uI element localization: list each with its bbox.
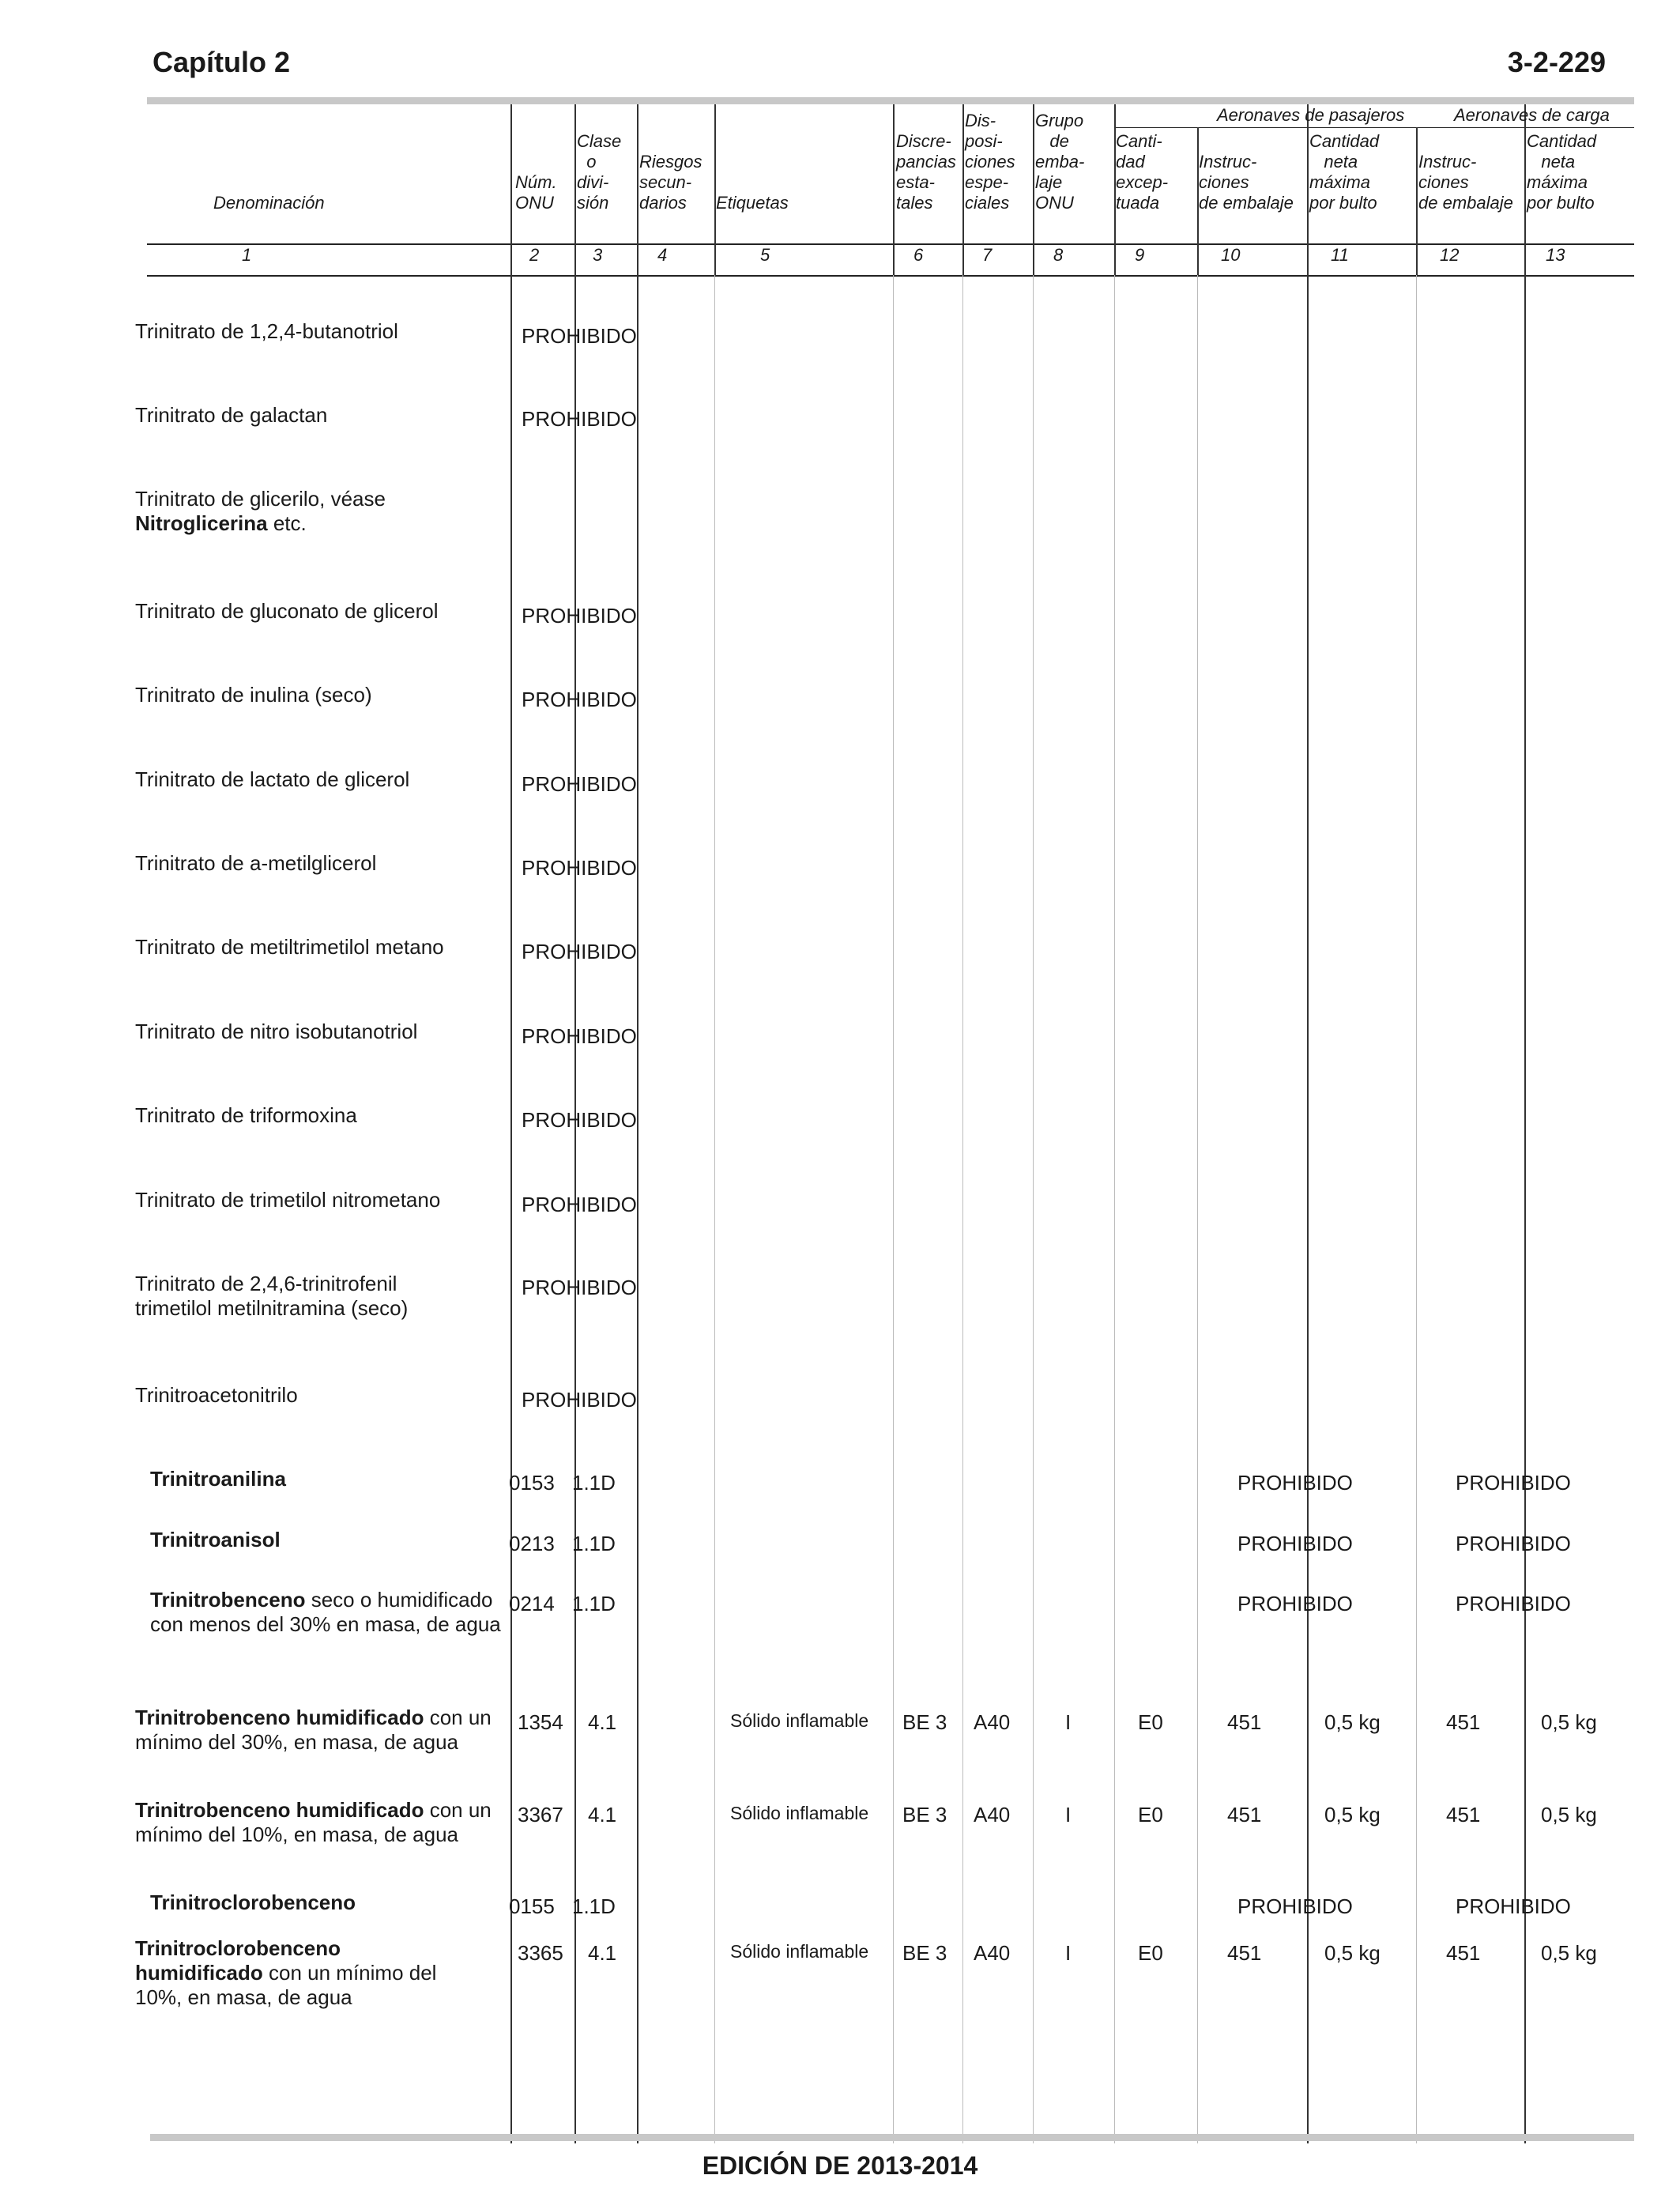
class-division: 1.1D: [572, 1592, 616, 1615]
substance-name-suffix: con un mínimo del 10%, en masa, de agua: [135, 1961, 437, 2009]
packing-group: I: [1065, 1941, 1072, 1965]
state-variation: BE 3: [902, 1710, 947, 1734]
hazard-label: Sólido inflamable: [730, 1710, 869, 1731]
col-divider: [714, 275, 715, 2143]
table-row: [135, 851, 507, 876]
state-variation: BE 3: [902, 1803, 947, 1826]
table-row: [150, 1467, 522, 1491]
prohibited-text: PROHIBIDO: [522, 407, 637, 431]
prohibited-text: PROHIBIDO: [522, 1024, 637, 1048]
un-number: 3367: [518, 1803, 563, 1826]
prohibited-text: PROHIBIDO: [522, 772, 637, 796]
packing-group: I: [1065, 1710, 1072, 1734]
cargo-prohibited: PROHIBIDO: [1456, 1471, 1571, 1495]
prohibited-text: PROHIBIDO: [522, 324, 637, 348]
substance-name-bold: Trinitroanilina: [150, 1467, 286, 1491]
excepted-quantity: E0: [1138, 1803, 1163, 1826]
cargo-max-quantity: 0,5 kg: [1541, 1710, 1597, 1734]
un-number: 0213: [509, 1532, 555, 1555]
substance-name-bold: Trinitrobenceno humidificado: [135, 1798, 424, 1822]
special-provision: A40: [974, 1710, 1011, 1734]
col-divider: [510, 104, 512, 2143]
substance-name: Trinitrato de gluconato de glicerol: [135, 599, 439, 623]
col-number: 7: [982, 245, 993, 265]
packing-group: I: [1065, 1803, 1072, 1826]
class-division: 4.1: [588, 1803, 617, 1826]
substance-name-suffix: seco o humidificado con menos del 30% en masa, de agua: [150, 1588, 501, 1636]
class-division: 1.1D: [572, 1532, 616, 1555]
class-division: 4.1: [588, 1710, 617, 1734]
col-header-labels: Etiquetas: [716, 193, 789, 213]
cargo-prohibited: PROHIBIDO: [1456, 1532, 1571, 1555]
substance-name: Trinitrato de glicerilo, véase: [135, 487, 386, 511]
col-number: 8: [1053, 245, 1064, 265]
table-row: [135, 1383, 507, 1408]
header-bottom-rule: [147, 243, 1634, 245]
un-number: 3365: [518, 1941, 563, 1965]
col-divider: [962, 104, 964, 276]
class-division: 1.1D: [572, 1471, 616, 1495]
pax-packing-instruction: 451: [1227, 1710, 1262, 1734]
excepted-quantity: E0: [1138, 1710, 1163, 1734]
substance-name: Trinitroacetonitrilo: [135, 1383, 298, 1407]
table-row: [135, 319, 507, 344]
table-row: [135, 1188, 507, 1212]
col-header-name: Denominación: [213, 193, 325, 213]
number-row-rule: [147, 275, 1634, 277]
col-divider: [1033, 104, 1034, 276]
table-row: [150, 1528, 522, 1552]
cargo-prohibited: PROHIBIDO: [1456, 1592, 1571, 1615]
table-row: [135, 599, 507, 624]
prohibited-text: PROHIBIDO: [522, 1193, 637, 1216]
cargo-max-quantity: 0,5 kg: [1541, 1803, 1597, 1826]
pax-prohibited: PROHIBIDO: [1237, 1894, 1353, 1918]
prohibited-text: PROHIBIDO: [522, 1388, 637, 1412]
col-divider: [1307, 104, 1309, 2143]
table-row: [135, 1706, 507, 1755]
table-row: [150, 1891, 522, 1915]
substance-name-bold: Trinitrobenceno humidificado: [135, 1706, 424, 1729]
col-header-packing-group: Grupo de emba- laje ONU: [1035, 111, 1085, 213]
table-row: [135, 487, 483, 536]
col-divider: [1197, 275, 1198, 2143]
pax-aircraft-header: Aeronaves de pasajeros: [1217, 105, 1405, 125]
pax-max-quantity: 0,5 kg: [1324, 1803, 1381, 1826]
hazard-label: Sólido inflamable: [730, 1941, 869, 1962]
substance-name: Trinitrato de nitro isobutanotriol: [135, 1020, 418, 1043]
substance-name-bold: Trinitroclorobenceno humidificado: [135, 1936, 341, 1985]
un-number: 1354: [518, 1710, 563, 1734]
hazard-label: Sólido inflamable: [730, 1803, 869, 1823]
prohibited-text: PROHIBIDO: [522, 1276, 637, 1299]
substance-name: Trinitrato de metiltrimetilol metano: [135, 935, 444, 959]
col-divider: [1416, 127, 1418, 276]
substance-name-bold: Trinitroanisol: [150, 1528, 281, 1551]
cargo-packing-instruction: 451: [1446, 1941, 1481, 1965]
table-row: [135, 1020, 507, 1044]
special-provision: A40: [974, 1941, 1011, 1965]
un-number: 0214: [509, 1592, 555, 1615]
header-sub-rule: [1114, 127, 1634, 128]
col-divider: [1114, 275, 1115, 2143]
state-variation: BE 3: [902, 1941, 947, 1965]
col-header-cargo-qty: Cantidad neta máxima por bulto: [1527, 131, 1597, 213]
col-number: 1: [242, 245, 252, 265]
col-divider: [1524, 104, 1526, 2143]
class-division: 1.1D: [572, 1894, 616, 1918]
table-row: [135, 1936, 467, 2010]
table-row: [135, 683, 507, 707]
substance-name: Trinitrato de triformoxina: [135, 1103, 357, 1127]
pax-prohibited: PROHIBIDO: [1237, 1532, 1353, 1555]
table-row: [135, 1272, 451, 1321]
edition-footer: EDICIÓN DE 2013-2014: [702, 2151, 978, 2180]
substance-name-suffix: con un mínimo del 30%, en masa, de agua: [135, 1706, 492, 1754]
prohibited-text: PROHIBIDO: [522, 856, 637, 880]
substance-name: Trinitrato de 2,4,6-trinitrofenil trimetilol metilnitramina (seco): [135, 1272, 409, 1320]
pax-prohibited: PROHIBIDO: [1237, 1471, 1353, 1495]
col-number: 5: [760, 245, 770, 265]
chapter-title: Capítulo 2: [153, 46, 291, 78]
col-divider: [1033, 275, 1034, 2143]
prohibited-text: PROHIBIDO: [522, 1108, 637, 1132]
col-header-un: Núm. ONU: [515, 172, 557, 213]
col-number: 6: [913, 245, 924, 265]
prohibited-text: PROHIBIDO: [522, 604, 637, 628]
col-divider: [893, 104, 895, 276]
bottom-rule: [150, 2134, 1634, 2141]
class-division: 4.1: [588, 1941, 617, 1965]
col-header-subrisks: Riesgos secun- darios: [639, 152, 703, 213]
substance-name-suffix: con un mínimo del 10%, en masa, de agua: [135, 1798, 492, 1846]
pax-max-quantity: 0,5 kg: [1324, 1710, 1381, 1734]
special-provision: A40: [974, 1803, 1011, 1826]
un-number: 0155: [509, 1894, 555, 1918]
substance-name: Trinitrato de inulina (seco): [135, 683, 372, 707]
substance-name-bold: Nitroglicerina: [135, 511, 268, 535]
table-row: [135, 767, 507, 792]
substance-name-bold: Trinitrobenceno: [150, 1588, 306, 1612]
substance-name: Trinitrato de lactato de glicerol: [135, 767, 410, 791]
substance-name-bold: Trinitroclorobenceno: [150, 1891, 356, 1914]
col-number: 9: [1135, 245, 1145, 265]
col-header-special: Dis- posi- ciones espe- ciales: [965, 111, 1015, 213]
col-divider: [637, 104, 638, 2143]
col-number: 3: [593, 245, 603, 265]
substance-name: Trinitrato de 1,2,4-butanotriol: [135, 319, 398, 343]
col-divider: [1416, 275, 1417, 2143]
col-number: 13: [1546, 245, 1565, 265]
col-header-variations: Discre- pancias esta- tales: [896, 131, 956, 213]
table-row: [135, 403, 507, 428]
substance-name-suffix: etc.: [267, 511, 307, 535]
col-header-cargo-pi: Instruc- ciones de embalaje: [1418, 152, 1513, 213]
col-header-pax-pi: Instruc- ciones de embalaje: [1199, 152, 1294, 213]
pax-packing-instruction: 451: [1227, 1803, 1262, 1826]
un-number: 0153: [509, 1471, 555, 1495]
pax-packing-instruction: 451: [1227, 1941, 1262, 1965]
top-rule: [147, 97, 1634, 104]
col-header-pax-qty: Cantidad neta máxima por bulto: [1309, 131, 1380, 213]
table-row: [135, 935, 507, 959]
page-number: 3-2-229: [1507, 46, 1606, 78]
table-row: [135, 1798, 507, 1847]
col-number: 12: [1440, 245, 1460, 265]
col-divider: [714, 104, 716, 276]
prohibited-text: PROHIBIDO: [522, 940, 637, 963]
table-row: [135, 1103, 507, 1128]
col-number: 4: [657, 245, 668, 265]
col-divider: [962, 275, 963, 2143]
pax-max-quantity: 0,5 kg: [1324, 1941, 1381, 1965]
cargo-packing-instruction: 451: [1446, 1710, 1481, 1734]
cargo-max-quantity: 0,5 kg: [1541, 1941, 1597, 1965]
col-divider: [893, 275, 894, 2143]
col-number: 2: [529, 245, 540, 265]
excepted-quantity: E0: [1138, 1941, 1163, 1965]
col-number: 11: [1331, 245, 1349, 265]
substance-name: Trinitrato de a-metilglicerol: [135, 851, 377, 875]
cargo-aircraft-header: Aeronaves de carga: [1454, 105, 1610, 125]
table-row: [150, 1588, 506, 1637]
cargo-packing-instruction: 451: [1446, 1803, 1481, 1826]
substance-name: Trinitrato de trimetilol nitrometano: [135, 1188, 441, 1212]
col-number: 10: [1221, 245, 1241, 265]
pax-prohibited: PROHIBIDO: [1237, 1592, 1353, 1615]
col-header-excepted: Canti- dad excep- tuada: [1116, 131, 1169, 213]
substance-name: Trinitrato de galactan: [135, 403, 328, 427]
cargo-prohibited: PROHIBIDO: [1456, 1894, 1571, 1918]
prohibited-text: PROHIBIDO: [522, 688, 637, 711]
col-header-class: Clase o divi- sión: [577, 131, 622, 213]
